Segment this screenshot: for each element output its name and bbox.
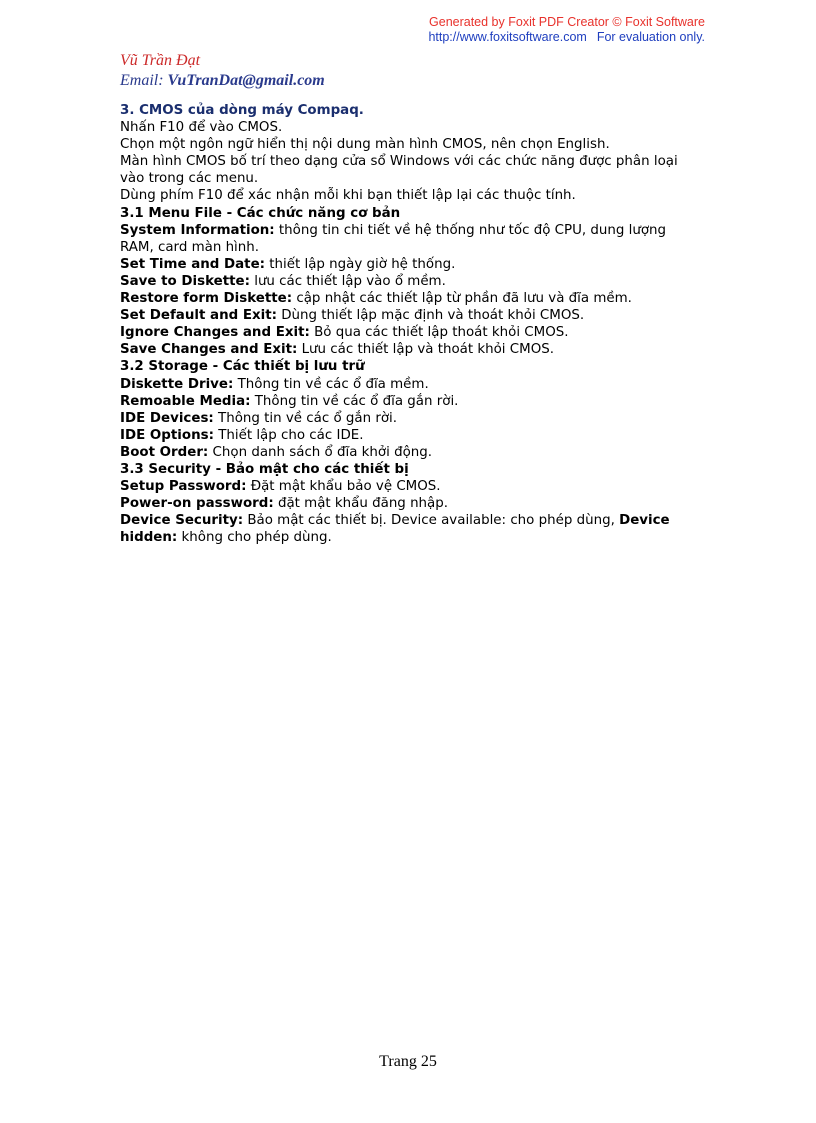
definition-term: Save to Diskette: bbox=[120, 273, 250, 289]
definition-term: IDE Devices: bbox=[120, 410, 214, 426]
definition-item bbox=[120, 376, 700, 393]
definition-item bbox=[120, 512, 700, 546]
definition-term: IDE Options: bbox=[120, 427, 214, 443]
definition-item bbox=[120, 307, 700, 324]
definition-text: thông tin chi tiết về hệ thống như tốc độ CPU, dung lượng RAM, card màn hình. bbox=[120, 222, 666, 255]
section-title: 3. CMOS của dòng máy Compaq. bbox=[120, 103, 364, 118]
definition-text: Bỏ qua các thiết lập thoát khỏi CMOS. bbox=[309, 325, 569, 341]
definition-term: Save Changes and Exit: bbox=[120, 342, 298, 358]
definition-term: Restore form Diskette: bbox=[120, 291, 293, 307]
definition-item bbox=[120, 324, 700, 341]
definition-text: Chọn danh sách ổ đĩa khởi động. bbox=[208, 444, 433, 460]
intro-paragraph: Nhấn F10 để vào CMOS. bbox=[120, 120, 283, 136]
page-number: Trang 25 bbox=[379, 1053, 437, 1070]
definition-term: Boot Order: bbox=[120, 444, 209, 460]
subsection-title: 3.3 Security - Bảo mật cho các thiết bị bbox=[120, 461, 409, 477]
email-value: VuTranDat@gmail.com bbox=[167, 72, 325, 89]
document-body bbox=[120, 102, 700, 546]
definition-item bbox=[120, 393, 700, 410]
definition-item bbox=[120, 427, 700, 444]
definition-item bbox=[120, 478, 700, 495]
definition-text: thiết lập ngày giờ hệ thống. bbox=[265, 256, 456, 272]
author-name: Vũ Trần Đạt bbox=[120, 52, 201, 69]
intro-paragraph: Chọn một ngôn ngữ hiển thị nội dung màn hình CMOS, nên chọn English. bbox=[120, 137, 610, 153]
definition-text: Lưu các thiết lập và thoát khỏi CMOS. bbox=[297, 342, 554, 358]
email-label: Email: bbox=[120, 72, 168, 89]
definition-text: lưu các thiết lập vào ổ mềm. bbox=[249, 273, 446, 289]
watermark-url[interactable]: http://www.foxitsoftware.com bbox=[428, 30, 587, 44]
definition-term: Setup Password: bbox=[120, 479, 247, 495]
intro-paragraph: Dùng phím F10 để xác nhận mỗi khi bạn thiết lập lại các thuộc tính. bbox=[120, 188, 576, 204]
definition-text: Đặt mật khẩu bảo vệ CMOS. bbox=[246, 479, 441, 495]
definition-item bbox=[120, 495, 700, 512]
subsection-title: 3.2 Storage - Các thiết bị lưu trữ bbox=[120, 359, 365, 375]
definition-text: cập nhật các thiết lập từ phần đã lưu và đĩa mềm. bbox=[292, 291, 632, 307]
definition-term: Set Default and Exit: bbox=[120, 308, 277, 324]
definition-text: Bảo mật các thiết bị. Device available: cho phép dùng, bbox=[243, 513, 620, 529]
definition-term: Diskette Drive: bbox=[120, 376, 234, 392]
definition-text: Thiết lập cho các IDE. bbox=[213, 427, 364, 443]
definition-term: System Information: bbox=[120, 222, 275, 238]
watermark-note: For evaluation only. bbox=[596, 30, 705, 44]
definition-text: đặt mật khẩu đăng nhập. bbox=[273, 496, 449, 512]
definition-text: Thông tin về các ổ đĩa mềm. bbox=[233, 376, 429, 392]
definition-item bbox=[120, 444, 700, 461]
definition-item bbox=[120, 273, 700, 290]
definition-term: Device Security: bbox=[120, 513, 244, 529]
author-email bbox=[120, 71, 325, 91]
definition-item bbox=[120, 222, 700, 256]
definition-text: không cho phép dùng. bbox=[177, 530, 332, 546]
watermark-line: Generated by Foxit PDF Creator © Foxit Software bbox=[429, 15, 705, 29]
definition-text: Thông tin về các ổ đĩa gắn rời. bbox=[250, 393, 459, 409]
definition-text: Thông tin về các ổ gắn rời. bbox=[213, 410, 398, 426]
definition-text: Dùng thiết lập mặc định và thoát khỏi CMOS. bbox=[276, 308, 585, 324]
watermark-link-line bbox=[428, 30, 705, 45]
definition-term: Power-on password: bbox=[120, 496, 274, 512]
definition-term: Ignore Changes and Exit: bbox=[120, 325, 310, 341]
foxit-watermark bbox=[428, 15, 705, 45]
definition-item bbox=[120, 341, 700, 358]
definition-item bbox=[120, 410, 700, 427]
definition-term: Set Time and Date: bbox=[120, 256, 266, 272]
definition-term: Remoable Media: bbox=[120, 393, 251, 409]
definition-item bbox=[120, 256, 700, 273]
intro-paragraph: Màn hình CMOS bố trí theo dạng cửa sổ Windows với các chức năng được phân loại vào trong các menu. bbox=[120, 154, 678, 187]
subsection-title: 3.1 Menu File - Các chức năng cơ bản bbox=[120, 205, 401, 221]
definition-item bbox=[120, 290, 700, 307]
definition-term: Device hidden: bbox=[120, 513, 670, 546]
